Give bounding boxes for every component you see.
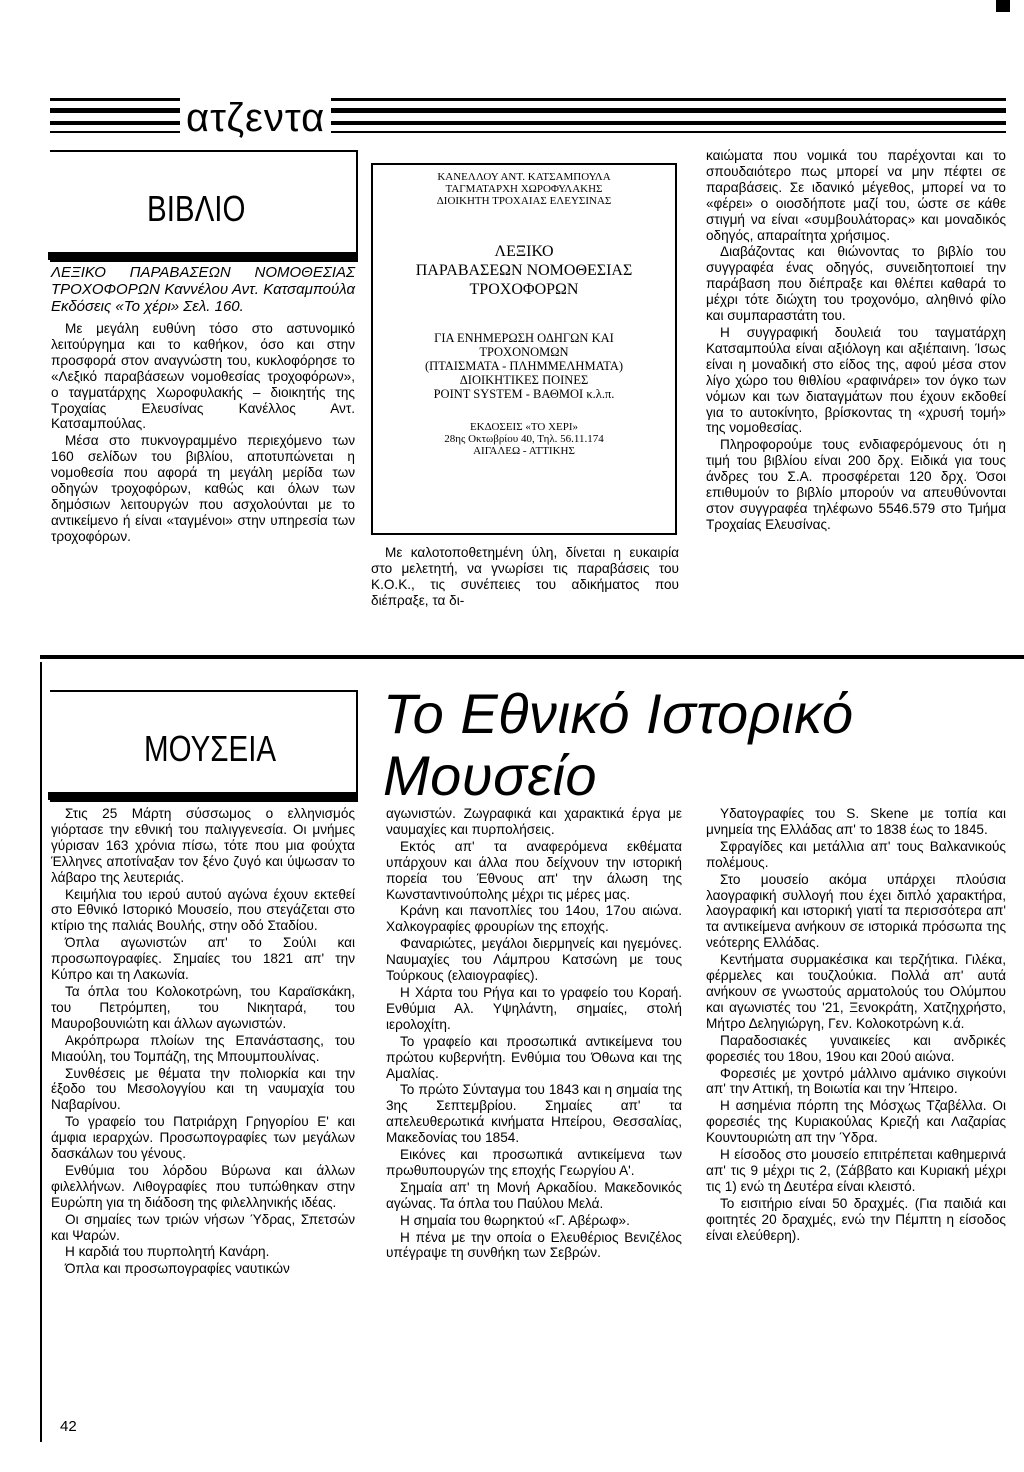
- museum-paragraph: Στις 25 Μάρτη σύσσωμος ο ελληνισμός γιόρτασε την εθνική του παλιγγενεσία. Οι μνήμες γύρισαν 163 χρόνια πίσω, τότε που μια φούχτα Έλληνες αποτίναξαν τον ξένο ζυγό και ύψωσαν το λάβαρο της λευτεριάς.: [51, 806, 355, 885]
- page-number: 42: [60, 1418, 77, 1435]
- cover-author-line: ΚΑΝΕΛΛΟΥ ΑΝΤ. ΚΑΤΣΑΜΠΟΥΛΑ: [437, 171, 611, 183]
- book-column-middle: [371, 545, 679, 610]
- cover-author-line: ΤΑΓΜΑΤΑΡΧΗ ΧΩΡΟΦΥΛΑΚΗΣ: [445, 183, 603, 195]
- book-cover: [371, 163, 677, 535]
- cover-title-line: ΠΑΡΑΒΑΣΕΩΝ ΝΟΜΟΘΕΣΙΑΣ: [415, 262, 633, 279]
- museum-paragraph: Το πρώτο Σύνταγμα του 1843 και η σημαία της 3ης Σεπτεμβρίου. Σημαίες απ' τα απελευθερωτικά κινήματα Ηπείρου, Θεσσαλίας, Μακεδονίας του 1854.: [386, 1082, 682, 1146]
- museum-paragraph: Φαναριώτες, μεγάλοι διερμηνείς και ηγεμόνες. Ναυμαχίες του Λάμπρου Κατσώνη με τους Τούρκους (ελαιογραφίες).: [386, 936, 682, 984]
- museum-paragraph: Η καρδιά του πυρπολητή Κανάρη.: [65, 1244, 270, 1260]
- book-label-box: [50, 150, 358, 262]
- museum-paragraph: Φορεσιές με χοντρό μάλλινο αμάνικο σιγκούνι απ' την Αττική, τη Βοιωτία και την Ήπειρο.: [706, 1065, 1006, 1097]
- museum-paragraph: Το εισιτήριο είναι 50 δραχμές. (Για παιδιά και φοιτητές 20 δραχμές, ενώ την Πέμπτη η είσοδος είναι ελεύθερη).: [706, 1195, 1006, 1243]
- museum-section-label: ΜΟΥΣΕΙΑ: [144, 728, 277, 769]
- museum-paragraph: αγωνιστών. Ζωγραφικά και χαρακτικά έργα με ναυμαχίες και πυρπολήσεις.: [386, 806, 682, 837]
- museum-paragraph: Εικόνες και προσωπικά αντικείμενα των πρωθυπουργών της εποχής Γεωργίου Α'.: [386, 1147, 682, 1178]
- cover-publisher-line: ΕΚΔΟΣΕΙΣ «ΤΟ ΧΕΡΙ»: [469, 421, 579, 433]
- museum-paragraph: Εκτός απ' τα αναφερόμενα εκθέματα υπάρχουν και άλλα που δείχνουν την ιστορική πορεία του Έθνους απ' την άλωση της Κωνσταντινούπολης μέχρι τις μέρες μας.: [386, 838, 682, 902]
- cover-subtitle-line: ΔΙΟΙΚΗΤΙΚΕΣ ΠΟΙΝΕΣ: [459, 373, 589, 387]
- museum-paragraph: Σφραγίδες και μετάλλια απ' τους Βαλκανικούς πολέμους.: [706, 838, 1006, 870]
- museum-paragraph: Σημαία απ' τη Μονή Αρκαδίου. Μακεδονικός αγώνας. Τα όπλα του Παύλου Μελά.: [386, 1179, 682, 1211]
- book-paragraph: Διαβάζοντας και θιώνοντας το βιβλίο του συγγραφέα ένας οδηγός, συνειδητοποιεί την παράβαση που διέπραξε και θλέπει καθαρά το μέχρι τότε διώχτη του τροχονόμο, αληθινό φίλο και συμπαραστάτη του.: [706, 244, 1006, 324]
- museum-paragraph: Το γραφείο και προσωπικά αντικείμενα του πρώτου κυβερνήτη. Ενθύμια του Όθωνα και της Αμαλίας.: [386, 1033, 682, 1081]
- museum-paragraph: Κράνη και πανοπλίες του 14ου, 17ου αιώνα. Χαλκογραφίες φρουρίων της εποχής.: [386, 903, 682, 935]
- cover-publisher-line: ΑΙΓΑΛΕΩ - ΑΤΤΙΚΗΣ: [473, 445, 575, 457]
- museum-paragraph: Ακρόπρωρα πλοίων της Επανάστασης, του Μιαούλη, του Τομπάζη, της Μπουμπουλίνας.: [51, 1032, 355, 1064]
- cover-subtitle-line: (ΠΤΑΙΣΜΑΤΑ - ΠΛΗΜΜΕΛΗΜΑΤΑ): [424, 359, 624, 373]
- museum-column-1: [51, 806, 355, 1278]
- section-divider: [40, 655, 1024, 659]
- museum-label-box: [50, 690, 358, 802]
- book-column-right: [706, 148, 1006, 534]
- book-paragraph: Μέσα στο πυκνογραμμένο περιεχόμενο των 160 σελίδων του βιβλίου, αποτυπώνεται η νομοθεσία που αφορά τη μεγάλη μερίδα των οδηγών τροχοφόρων, καθώς και όλων των δημόσιων λειτουργών που ασχολούνται με το αντικείμενο ή είναι «ταγμένοι» στην υπηρεσία των τροχοφόρων.: [51, 433, 355, 544]
- museum-column-3: [706, 806, 1006, 1244]
- cover-subtitle-line: ΤΡΟΧΟΝΟΜΩΝ: [479, 345, 569, 359]
- left-margin-line: [40, 662, 42, 1442]
- cover-author-line: ΔΙΟΙΚΗΤΗ ΤΡΟΧΑΙΑΣ ΕΛΕΥΣΙΝΑΣ: [436, 195, 612, 207]
- cover-title-line: ΛΕΞΙΚΟ: [494, 243, 554, 260]
- museum-paragraph: Κεντήματα συρμακέσικα και τερζήτικα. Γιλέκα, φέρμελες και τουζλούκια. Πολλά απ' αυτά ανήκουν σε γνωστούς αρματολούς του Ολύμπου και αγωνιστές του '21, Ξενοκράτη, Χατζηχρήστο, Μήτρο Δεληγιώργη, Γεν. Κολοκοτρώνη κ.ά.: [706, 952, 1006, 1031]
- museum-paragraph: Οι σημαίες των τριών νήσων Ύδρας, Σπετσών και Ψαρών.: [51, 1211, 355, 1243]
- section-title: ατζεντα: [180, 94, 331, 142]
- museum-headline: Το Εθνικό Ιστορικό Μουσείο: [383, 682, 854, 807]
- book-paragraph: καιώματα που νομικά του παρέχονται και το σπουδαιότερο πως μπορεί να μην πέφτει σε παραβάσεις. Σε ιδανικό μέγεθος, μπορεί να το «φέρει» ο οιοσδήποτε μαζί του, ώστε σε κάθε στιγμή να είναι «συμβουλάτορας» και μοναδικός οδηγός, απαραίτητα χρήσιμος.: [706, 148, 1006, 243]
- book-paragraph: Πληροφορούμε τους ενδιαφερόμενους ότι η τιμή του βιβλίου είναι 200 δρχ. Ειδικά για τους άνδρες του Σ.Α. προσφέρεται 120 δρχ. Όσοι επιθυμούν το βιβλίο μπορούν να απευθύνονται στον συγγραφέα τηλέφωνο 5546.579 στο Τμήμα Τροχαίας Ελευσίνας.: [706, 437, 1006, 532]
- museum-paragraph: Ενθύμια του λόρδου Βύρωνα και άλλων φιλελλήνων. Λιθογραφίες που τυπώθηκαν στην Ευρώπη για τη διάδοση της φιλελληνικής ιδέας.: [51, 1162, 355, 1210]
- museum-paragraph: Στο μουσείο ακόμα υπάρχει πλούσια λαογραφική συλλογή που έχει διπλό χαρακτήρα, λαογραφική και ιστορική γιατί τα περισσότερα απ' τα αντικείμενα ανήκουν σε ιστορικά πρόσωπα της νεότερης Ελλάδας.: [706, 871, 1006, 951]
- cover-subtitle-line: ΓΙΑ ΕΝΗΜΕΡΩΣΗ ΟΔΗΓΩΝ ΚΑΙ: [434, 331, 614, 345]
- book-paragraph: Με μεγάλη ευθύνη τόσο στο αστυνομικό λειτούργημα και το καθήκον, όσο και στην προσφορά στον αναγνώστη του, κυκλοφόρησε το «Λεξικό παραβάσεων νομοθεσίας τροχοφόρων», ο ταγματάρχης Χωροφυλακής – διοικητής της Τροχαίας Ελευσίνας Κανέλλος Αντ. Κατσαμπούλας.: [51, 321, 355, 432]
- cover-title-line: ΤΡΟΧΟΦΟΡΩΝ: [469, 281, 579, 298]
- museum-paragraph: Όπλα και προσωπογραφίες ναυτικών: [65, 1261, 290, 1277]
- museum-column-2: [386, 806, 682, 1262]
- museum-paragraph: Υδατογραφίες του S. Skene με τοπία και μνημεία της Ελλάδας απ' το 1838 έως το 1845.: [706, 806, 1006, 837]
- book-label-box-shadow: [48, 252, 358, 260]
- museum-paragraph: Το γραφείο του Πατριάρχη Γρηγορίου Ε' και άμφια ιεραρχών. Προσωπογραφίες των μεγάλων δασκάλων του γένους.: [51, 1114, 355, 1162]
- museum-paragraph: Όπλα αγωνιστών απ' το Σούλι και προσωπογραφίες. Σημαίες του 1821 απ' την Κύπρο και τη Λακωνία.: [51, 935, 355, 983]
- book-paragraph: Με καλοτοποθετημένη ύλη, δίνεται η ευκαιρία στο μελετητή, να γνωρίσει τις παραβάσεις του Κ.Ο.Κ., τις συνέπειες του αδικήματος που διέπραξε, τα δι-: [371, 545, 679, 608]
- corner-mark: [996, 0, 1010, 12]
- cover-publisher-line: 28ης Οκτωβρίου 40, Τηλ. 56.11.174: [444, 433, 604, 445]
- museum-paragraph: Παραδοσιακές γυναικείες και ανδρικές φορεσιές του 18ου, 19ου και 20ού αιώνα.: [706, 1032, 1006, 1064]
- museum-paragraph: Η ασημένια πόρπη της Μόσχως Τζαβέλλα. Οι φορεσιές της Κυριακούλας Κριεζή και Λαζαρίας Κουντουριώτη απ την Ύδρα.: [706, 1098, 1006, 1146]
- museum-paragraph: Η σημαία του θωρηκτού «Γ. Αβέρωφ».: [400, 1212, 630, 1228]
- museum-paragraph: Τα όπλα του Κολοκοτρώνη, του Καραϊσκάκη, του Πετρόμπεη, του Νικηταρά, του Μαυροβουνιώτη και άλλων αγωνιστών.: [51, 983, 355, 1031]
- cover-subtitle-line: POINT SYSTEM - ΒΑΘΜΟΙ κ.λ.π.: [433, 387, 615, 401]
- museum-paragraph: Η είσοδος στο μουσείο επιτρέπεται καθημερινά απ' τις 9 μέχρι τις 2, (Σάββατο και Κυριακή μέχρι τις 1) ενώ τη Δευτέρα είναι κλειστό.: [706, 1147, 1006, 1194]
- book-paragraph: Η συγγραφική δουλειά του ταγματάρχη Κατσαμπούλα είναι αξιόλογη και αξιέπαινη. Ίσως είναι η μοναδική στο είδος της, αφού μέσα στον λίγο χώρο του θιθλίου «ραφινάρει» τον όγκο των νόμων και των διαταγμάτων που έχουν εκδοθεί για το αυτοκίνητο, βρίσκοντας τη «χρυσή τομή» της νομοθεσίας.: [706, 324, 1006, 436]
- museum-paragraph: Η Χάρτα του Ρήγα και το γραφείο του Κοραή. Ενθύμια Αλ. Υψηλάντη, σημαίες, στολή ιερολοχίτη.: [386, 984, 682, 1032]
- museum-paragraph: Συνθέσεις με θέματα την πολιορκία και την έξοδο του Μεσολογγίου και τη ναυμαχία του Ναβαρίνου.: [51, 1065, 355, 1113]
- museum-paragraph: Κειμήλια του ιερού αυτού αγώνα έχουν εκτεθεί στο Εθνικό Ιστορικό Μουσείο, που στεγάζεται στο κτίριο της παλιάς Βουλής, στην οδό Σταδίου.: [51, 886, 355, 934]
- museum-label-box-shadow: [48, 792, 358, 800]
- book-section-label: ΒΙΒΛΙΟ: [147, 188, 246, 229]
- book-column-left: [51, 264, 355, 546]
- museum-paragraph: Η πένα με την οποία ο Ελευθέριος Βενιζέλος υπέγραψε τη συνθήκη των Σεβρών.: [386, 1229, 682, 1261]
- book-reference: ΛΕΞΙΚΟ ΠΑΡΑΒΑΣΕΩΝ ΝΟΜΟΘΕΣΙΑΣ ΤΡΟΧΟΦΟΡΩΝ Καννέλου Αντ. Κατσαμπούλα Εκδόσεις «Το χέρι» Σελ. 160.: [51, 264, 355, 315]
